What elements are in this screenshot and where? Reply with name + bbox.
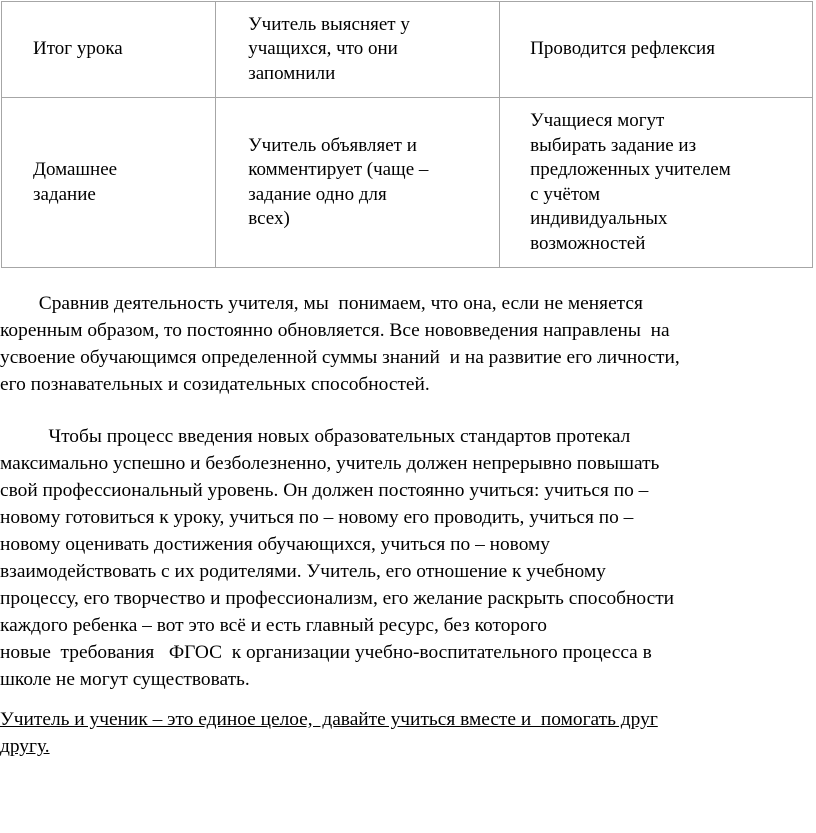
paragraph-line: процессу, его творчество и профессионализм, его желание раскрыть способности: [0, 588, 675, 609]
paragraph-line: новому оценивать достижения обучающихся, учиться по – новому: [0, 534, 550, 555]
table-cell-stage: [2, 2, 216, 98]
cell-line: задание одно для: [248, 183, 387, 205]
lesson-table: [1, 1, 813, 268]
cell-line: Итог урока: [33, 38, 123, 60]
table-cell-students: [500, 98, 813, 268]
paragraph-standards: [0, 423, 812, 693]
paragraph-line: каждого ребенка – вот это всё и есть главный ресурс, без которого: [0, 615, 547, 636]
cell-line: Учитель объявляет и: [248, 134, 417, 156]
cell-line: возможностей: [530, 232, 646, 254]
cell-line: всех): [248, 208, 290, 229]
paragraph-line: школе не могут существовать.: [0, 669, 250, 690]
cell-line: индивидуальных: [530, 208, 668, 229]
cell-line: комментирует (чаще –: [248, 159, 429, 180]
cell-line: Проводится рефлексия: [530, 38, 715, 60]
paragraph-line: новому готовиться к уроку, учиться по – новому его проводить, учиться по –: [0, 507, 634, 528]
paragraph-line: другу.: [0, 736, 50, 757]
table-row: [2, 2, 813, 98]
paragraph-line: его познавательных и созидательных способностей.: [0, 374, 430, 395]
cell-line: Домашнее: [33, 159, 118, 180]
paragraph-closing-underlined: [0, 706, 812, 760]
table-cell-teacher: [216, 2, 500, 98]
cell-line: с учётом: [530, 183, 601, 205]
table-cell-students: [500, 2, 813, 98]
table-cell-stage: [2, 98, 216, 268]
table-row: [2, 98, 813, 268]
paragraph-line: новые требования ФГОС к организации учебно-воспитательного процесса в: [0, 642, 652, 663]
cell-line: выбирать задание из: [530, 134, 697, 156]
paragraph-teacher-activity: [0, 290, 812, 398]
paragraph-line: максимально успешно и безболезненно, учитель должен непрерывно повышать: [0, 453, 660, 474]
paragraph-line: Учитель и ученик – это единое целое, давайте учиться вместе и помогать друг: [0, 709, 658, 730]
paragraph-line: Чтобы процесс введения новых образовательных стандартов протекал: [0, 426, 631, 447]
cell-line: предложенных учителем: [530, 159, 731, 180]
cell-line: Учитель выясняет у: [248, 13, 410, 35]
paragraph-line: взаимодействовать с их родителями. Учитель, его отношение к учебному: [0, 561, 606, 582]
cell-line: Учащиеся могут: [530, 110, 665, 131]
cell-line: учащихся, что они: [248, 38, 398, 60]
table-cell-teacher: [216, 98, 500, 268]
paragraph-line: усвоение обучающимся определенной суммы знаний и на развитие его личности,: [0, 347, 680, 368]
paragraph-line: коренным образом, то постоянно обновляется. Все нововведения направлены на: [0, 320, 670, 341]
cell-line: задание: [33, 183, 96, 205]
cell-line: запомнили: [248, 62, 336, 84]
paragraph-line: Сравнив деятельность учителя, мы понимаем, что она, если не меняется: [0, 293, 643, 314]
paragraph-line: свой профессиональный уровень. Он должен постоянно учиться: учиться по –: [0, 480, 649, 501]
